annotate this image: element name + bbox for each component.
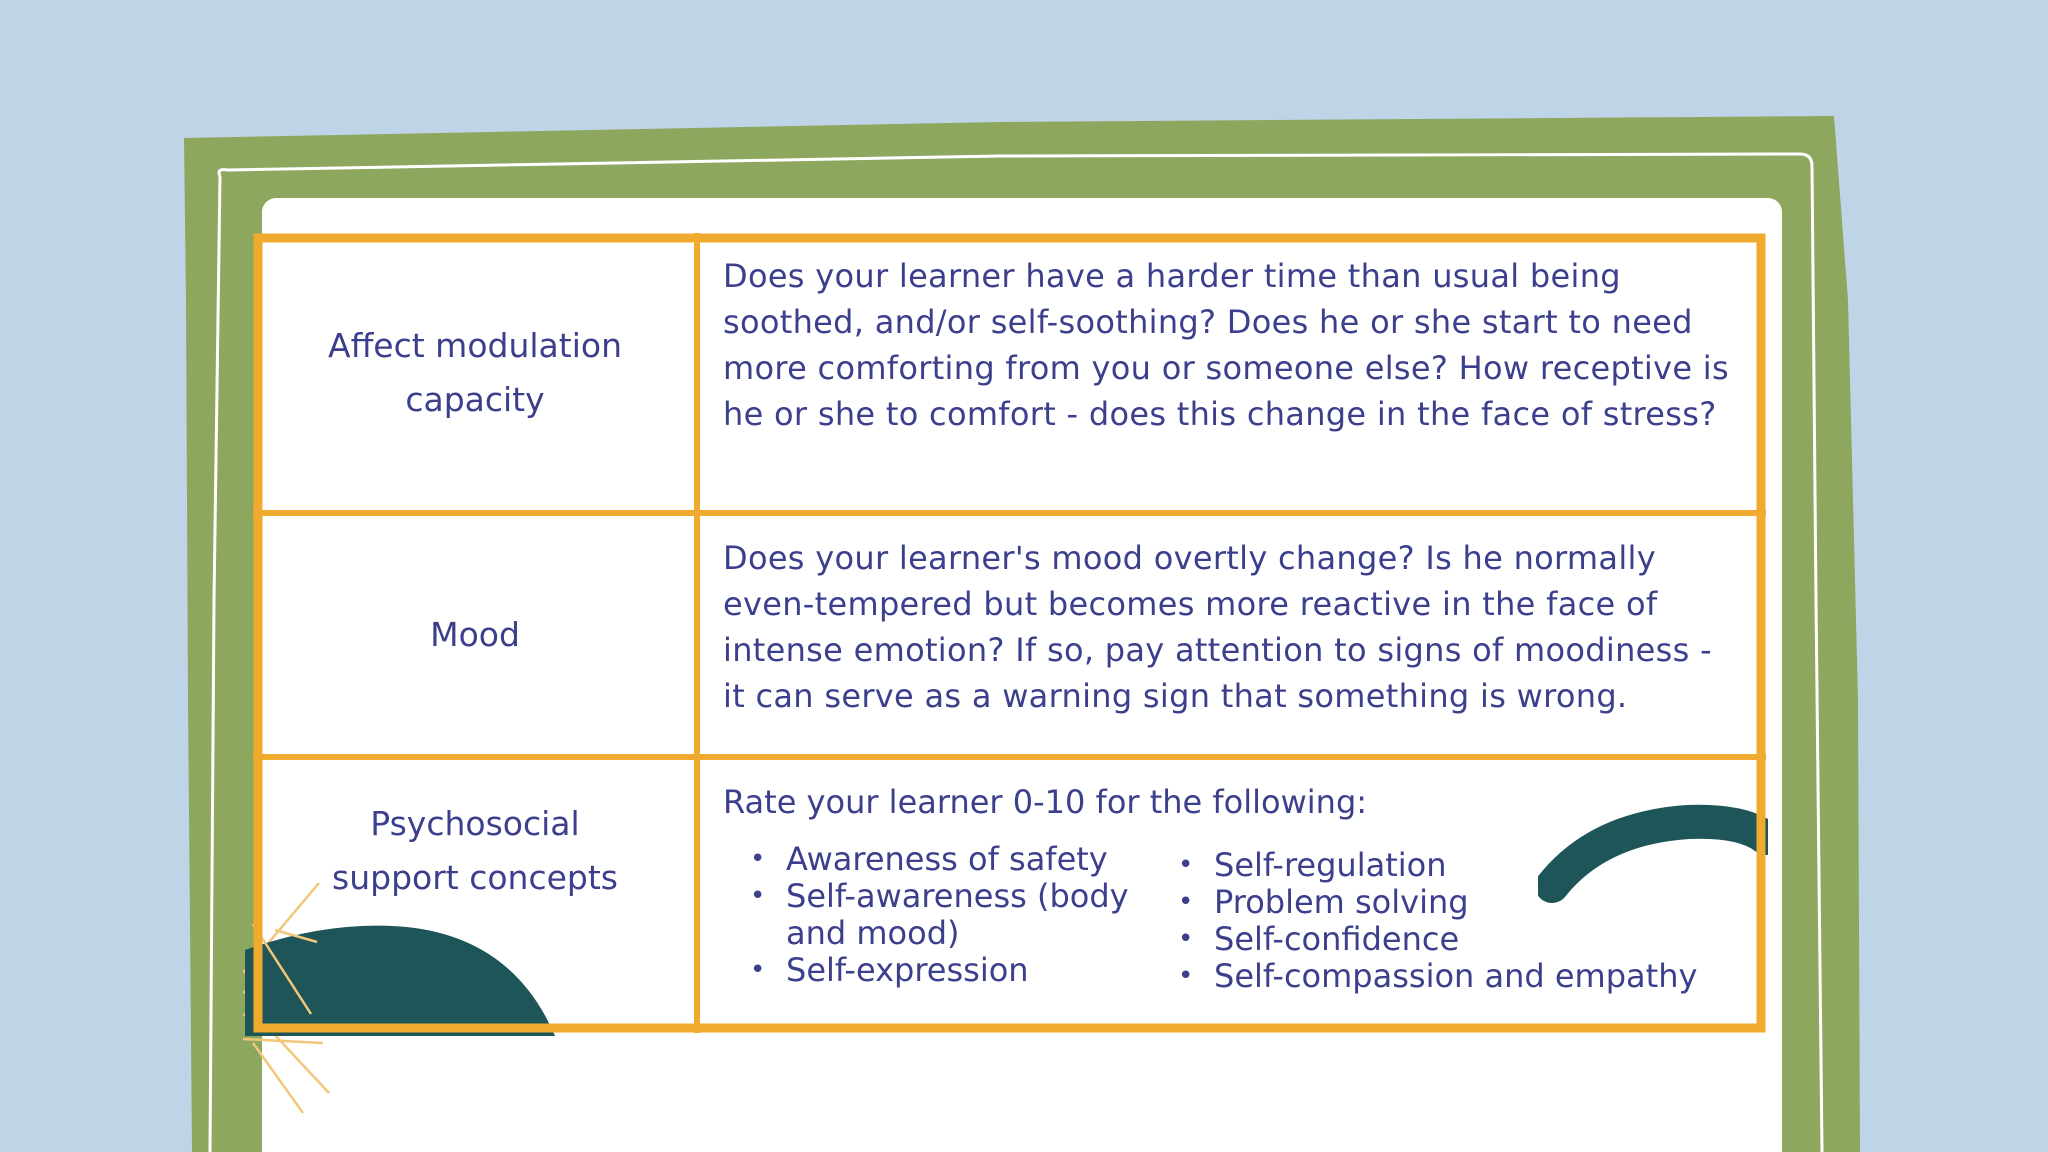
table-row bbox=[253, 757, 1766, 1033]
list-item: • Self-compassion and empathy bbox=[1178, 958, 1738, 995]
row-label: Psychosocial support concepts bbox=[332, 804, 618, 897]
list-item: • Awareness of safety bbox=[750, 841, 1140, 878]
row-label-cell bbox=[253, 233, 697, 513]
row-label: Affect modulation capacity bbox=[328, 326, 622, 419]
table-row bbox=[253, 233, 1766, 513]
concept-list-left bbox=[750, 841, 1140, 989]
row-label-cell bbox=[253, 513, 697, 757]
row-description: Does your learner have a harder time than usual being soothed, and/or self-soothing? Does he or she start to need more comforting from you or someone else? How receptive is he or she to comfort - does this change in the face of stress? bbox=[723, 257, 1729, 433]
list-item: • Self-expression bbox=[750, 952, 1140, 989]
row-description: Does your learner's mood overtly change? Is he normally even-tempered but becomes more reactive in the face of intense emotion? If so, pay attention to signs of moodiness - it can serve as a warning sign that something is wrong. bbox=[723, 539, 1712, 715]
list-item: • Problem solving bbox=[1178, 884, 1738, 921]
row-label-cell bbox=[253, 757, 697, 1033]
list-item: • Self-awareness (body and mood) bbox=[750, 878, 1140, 952]
list-item: • Self-regulation bbox=[1178, 847, 1738, 884]
row-label: Mood bbox=[430, 615, 520, 654]
list-item: • Self-confidence bbox=[1178, 921, 1738, 958]
info-table bbox=[253, 233, 1766, 1033]
table-row bbox=[253, 513, 1766, 757]
concept-list-right bbox=[1178, 847, 1738, 995]
rating-intro: Rate your learner 0-10 for the following: bbox=[723, 783, 1368, 821]
